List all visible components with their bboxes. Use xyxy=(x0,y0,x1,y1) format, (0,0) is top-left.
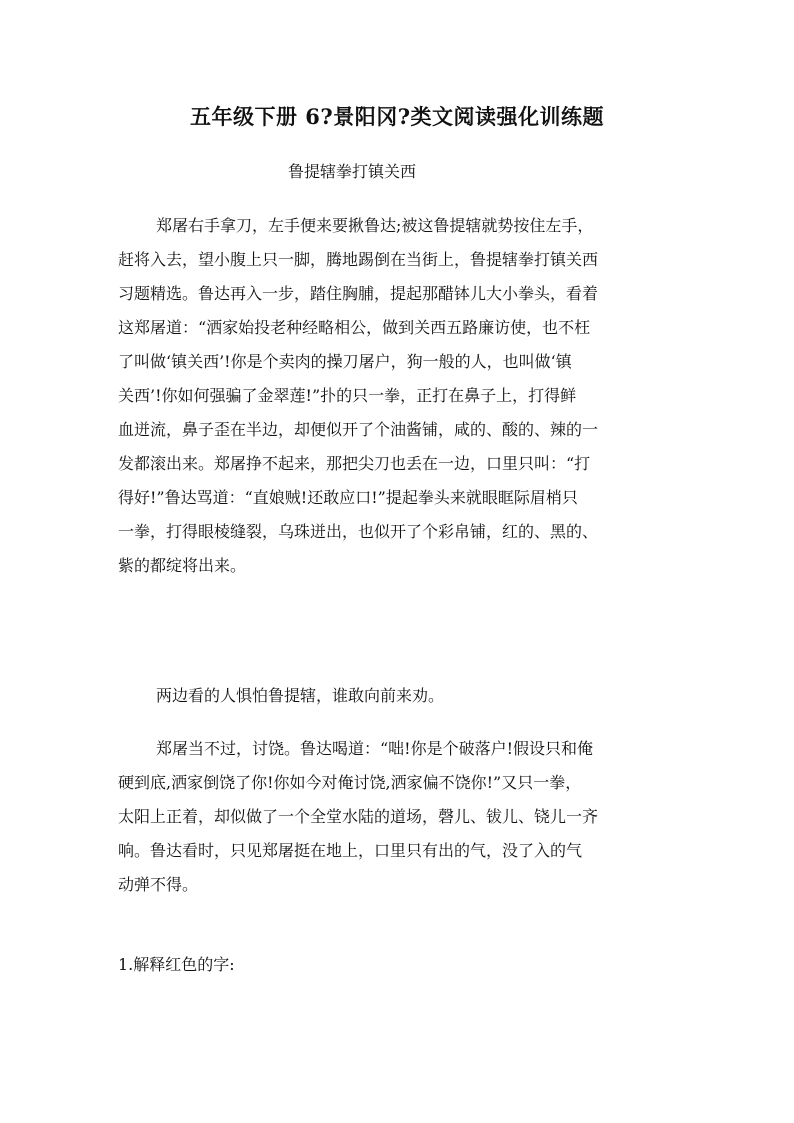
paragraph-line: 这郑屠道：“洒家始投老种经略相公，做到关西五路廉访使，也不枉 xyxy=(118,318,591,337)
paragraph-line: 两边看的人惧怕鲁提辖，谁敢向前来劝。 xyxy=(156,686,445,705)
question-1: 1.解释红色的字: xyxy=(118,955,235,974)
paragraph-line: 响。鲁达看时，只见郑屠挺在地上，口里只有出的气，没了入的气 xyxy=(118,841,583,860)
paragraph-line: 一拳，打得眼棱缝裂，乌珠迸出，也似开了个彩帛铺，红的、黑的、 xyxy=(118,522,599,541)
paragraph-line: 关西’!你如何强骗了金翠莲!”扑的只一拳，正打在鼻子上，打得鲜 xyxy=(118,386,577,405)
paragraph-line: 硬到底,洒家倒饶了你!你如今对俺讨饶,洒家偏不饶你!”又只一拳， xyxy=(118,773,582,792)
paragraph-2 xyxy=(118,679,686,713)
paragraph-3 xyxy=(118,732,686,902)
paragraph-line: 赶将入去，望小腹上只一脚，腾地踢倒在当街上，鲁提辖拳打镇关西 xyxy=(118,250,599,269)
paragraph-line: 发都滚出来。郑屠挣不起来，那把尖刀也丢在一边，口里只叫：“打 xyxy=(118,454,591,473)
paragraph-line: 动弹不得。 xyxy=(118,875,199,894)
paragraph-line: 紫的都绽将出来。 xyxy=(118,556,247,575)
paragraph-line: 了叫做‘镇关西’!你是个卖肉的操刀屠户，狗一般的人，也叫做‘镇 xyxy=(118,352,572,371)
paragraph-1 xyxy=(118,209,686,583)
paragraph-line: 得好!”鲁达骂道：“直娘贼!还敢应口!”提起拳头来就眼眶际眉梢只 xyxy=(118,488,578,507)
paragraph-line: 习题精选。鲁达再入一步，踏住胸脯，提起那醋钵儿大小拳头，看着 xyxy=(118,284,599,303)
paragraph-line: 郑屠右手拿刀，左手便来要揪鲁达;被这鲁提辖就势按住左手， xyxy=(156,216,594,235)
paragraph-line: 郑屠当不过，讨饶。鲁达喝道：“咄!你是个破落户!假设只和俺 xyxy=(156,739,594,758)
paragraph-line: 太阳上正着，却似做了一个全堂水陆的道场，磬儿、钹儿、铙儿一齐 xyxy=(118,807,599,826)
paragraph-line: 血迸流，鼻子歪在半边，却便似开了个油酱铺，咸的、酸的、辣的一 xyxy=(118,420,599,439)
document-subtitle: 鲁提辖拳打镇关西 xyxy=(288,162,417,181)
document-title: 五年级下册 6?景阳冈?类文阅读强化训练题 xyxy=(189,104,605,129)
